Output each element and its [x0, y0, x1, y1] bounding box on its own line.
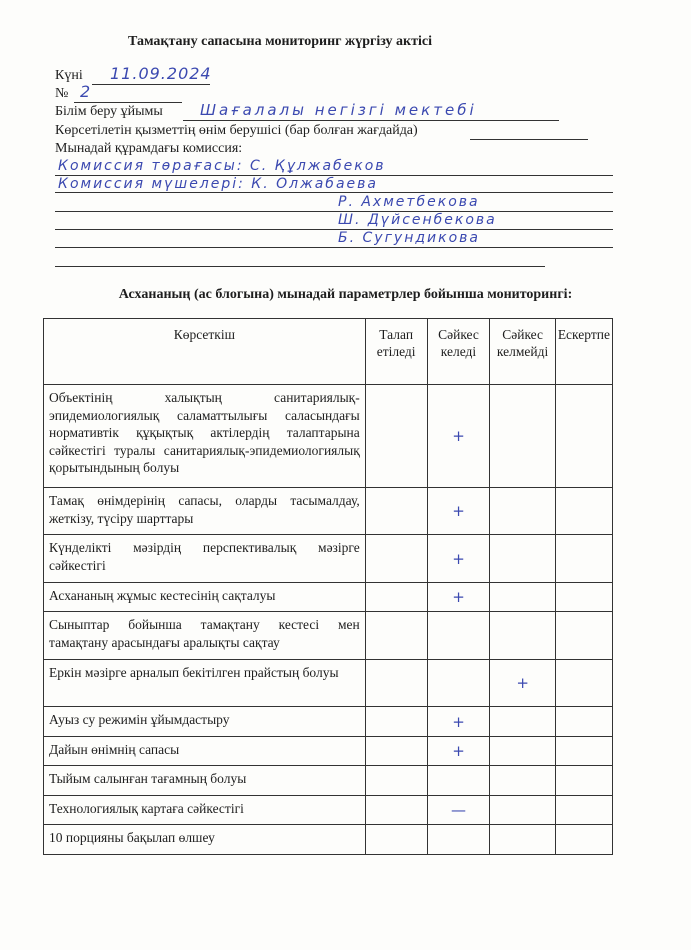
complies-cell: +: [427, 737, 490, 766]
note-cell: [555, 583, 612, 612]
table-row: [44, 825, 613, 855]
criterion-cell: 10 порцияны бақылап өлшеу: [44, 825, 366, 855]
criterion-cell: Объектінің халықтың санитариялық-эпидемиологиялық саламаттылығы саласындағы нормативтік құқықтық актілердің талаптарына сәйкестігі туралы санитариялық-эпидемиологиялық қорытындының болуы: [44, 385, 366, 488]
table-row: [44, 796, 613, 825]
table-row: [44, 737, 613, 766]
commission-line-3: [55, 211, 613, 212]
complies-cell: —: [427, 796, 490, 825]
note-cell: [555, 707, 612, 737]
provider-label: Көрсетілетін қызметтің өнім берушісі (бар болған жағдайда): [55, 123, 418, 138]
criterion-cell: Еркін мәзірге арналып бекітілген прайстың болуы: [44, 660, 366, 707]
note-cell: [555, 535, 612, 583]
header-noncomplies: Сәйкес келмейді: [490, 319, 555, 385]
noncomplies-cell: [490, 766, 555, 796]
complies-cell: [427, 612, 490, 660]
table-row: [44, 612, 613, 660]
table-header-row: [44, 319, 613, 385]
note-cell: [555, 737, 612, 766]
header-indicator: Көрсеткіш: [44, 319, 366, 385]
criterion-cell: Ауыз су режимін ұйымдастыру: [44, 707, 366, 737]
noncomplies-cell: [490, 583, 555, 612]
number-label: №: [55, 86, 69, 101]
noncomplies-cell: [490, 385, 555, 488]
table-row: [44, 385, 613, 488]
commission-line-2: [55, 192, 613, 193]
section-title: Асхананың (ас блогына) мынадай параметрлер бойынша мониторингі:: [118, 287, 573, 302]
complies-cell: [427, 825, 490, 855]
commission-member-4: Б. Сугундикова: [338, 230, 480, 246]
table-row: [44, 488, 613, 535]
criterion-cell: Дайын өнімнің сапасы: [44, 737, 366, 766]
commission-line-6: [55, 266, 545, 267]
number-value: 2: [80, 82, 92, 101]
required-cell: [365, 385, 427, 488]
complies-cell: +: [427, 707, 490, 737]
complies-cell: +: [427, 385, 490, 488]
note-cell: [555, 385, 612, 488]
required-cell: [365, 660, 427, 707]
table-row: [44, 583, 613, 612]
required-cell: [365, 535, 427, 583]
header-note: Ескертпе: [555, 319, 612, 385]
table-row: [44, 707, 613, 737]
commission-chair: Комиссия төрағасы: С. Құлжабеков: [58, 158, 386, 174]
document-title: Тамақтану сапасына мониторинг жүргізу актісі: [128, 34, 432, 49]
table-row: [44, 660, 613, 707]
commission-line-4: [55, 229, 613, 230]
required-cell: [365, 766, 427, 796]
required-cell: [365, 825, 427, 855]
noncomplies-cell: [490, 796, 555, 825]
criterion-cell: Асхананың жұмыс кестесінің сақталуы: [44, 583, 366, 612]
required-cell: [365, 737, 427, 766]
note-cell: [555, 612, 612, 660]
note-cell: [555, 660, 612, 707]
complies-cell: [427, 660, 490, 707]
number-underline: [74, 102, 182, 103]
commission-label: Мынадай құрамдағы комиссия:: [55, 141, 243, 156]
complies-cell: +: [427, 583, 490, 612]
required-cell: [365, 796, 427, 825]
date-label: Күні: [55, 68, 83, 83]
header-required: Талап етіледі: [365, 319, 427, 385]
date-value: 11.09.2024: [110, 64, 212, 83]
criterion-cell: Сыныптар бойынша тамақтану кестесі мен тамақтану арасындағы аралықты сақтау: [44, 612, 366, 660]
monitoring-table: [43, 318, 613, 855]
criterion-cell: Тыйым салынған тағамның болуы: [44, 766, 366, 796]
criterion-cell: Тамақ өнімдерінің сапасы, оларды тасымалдау, жеткізу, түсіру шарттары: [44, 488, 366, 535]
criterion-cell: Күнделікті мәзірдің перспективалық мәзірге сәйкестігі: [44, 535, 366, 583]
noncomplies-cell: +: [490, 660, 555, 707]
commission-member-2: Р. Ахметбекова: [338, 194, 480, 210]
complies-cell: +: [427, 488, 490, 535]
org-label: Білім беру ұйымы: [55, 104, 163, 119]
table-row: [44, 535, 613, 583]
noncomplies-cell: [490, 825, 555, 855]
note-cell: [555, 796, 612, 825]
note-cell: [555, 488, 612, 535]
note-cell: [555, 766, 612, 796]
required-cell: [365, 612, 427, 660]
required-cell: [365, 583, 427, 612]
provider-underline: [470, 139, 588, 140]
noncomplies-cell: [490, 488, 555, 535]
noncomplies-cell: [490, 612, 555, 660]
commission-member-3: Ш. Дүйсенбекова: [338, 212, 497, 228]
commission-member-1: Комиссия мүшелері: К. Олжабаева: [58, 176, 378, 192]
noncomplies-cell: [490, 707, 555, 737]
required-cell: [365, 707, 427, 737]
noncomplies-cell: [490, 737, 555, 766]
criterion-cell: Технологиялық картаға сәйкестігі: [44, 796, 366, 825]
note-cell: [555, 825, 612, 855]
table-row: [44, 766, 613, 796]
org-underline: [183, 120, 559, 121]
complies-cell: [427, 766, 490, 796]
header-complies: Сәйкес келеді: [427, 319, 490, 385]
org-value: Шағалалы негізгі мектебі: [200, 101, 477, 119]
date-underline: [92, 84, 210, 85]
commission-line-5: [55, 247, 613, 248]
required-cell: [365, 488, 427, 535]
noncomplies-cell: [490, 535, 555, 583]
complies-cell: +: [427, 535, 490, 583]
